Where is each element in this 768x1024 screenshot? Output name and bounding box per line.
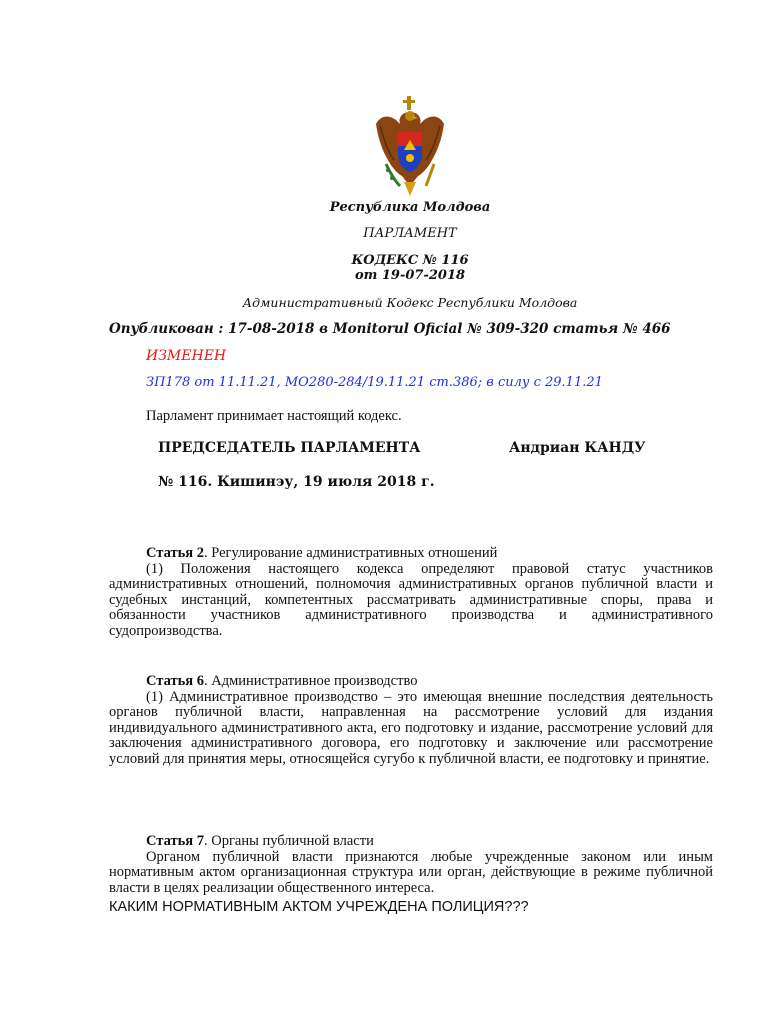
- code-title: Административный Кодекс Республики Молдова: [242, 295, 578, 310]
- article-2: [109, 546, 713, 639]
- article-text: Органом публичной власти признаются любые учрежденные законом или иным нормативным актом организационная структура или орган, действующие в режиме публичной власти в целях реализации общественного интереса.: [109, 848, 713, 896]
- article-6: [109, 674, 713, 767]
- article-title: . Административное производство: [203, 673, 418, 689]
- article-7: [109, 834, 713, 896]
- article-heading: [109, 834, 713, 850]
- code-date: от 19-07-2018: [354, 268, 466, 283]
- publication-line: Опубликован : 17-08-2018 в Monitorul Oficial № 309-320 статья № 466: [109, 321, 671, 337]
- adoption-statement: Парламент принимает настоящий кодекс.: [146, 408, 402, 424]
- article-label: Статья 6: [146, 673, 204, 689]
- code-number: КОДЕКС № 116: [351, 253, 469, 268]
- article-label: Статья 7: [146, 833, 204, 849]
- code-block: [0, 253, 768, 283]
- republic-name: Республика Молдова: [329, 200, 491, 215]
- article-text: (1) Административное производство – это имеющая внешние последствия деятельность органов публичной власти, направленная на рассмотрение условий для издания индивидуального административного акта, его подготовку и издание, рассмотрение условий для заключения административного договора, его подготовку и заключение или рассмотрение условий для принятия меры, относящейся сугубо к публичной власти, ее подготовку и принятие.: [109, 688, 713, 767]
- article-heading: [109, 546, 713, 562]
- parliament-label: ПАРЛАМЕНТ: [363, 226, 457, 241]
- article-heading: [109, 674, 713, 690]
- coat-of-arms-icon: [372, 94, 448, 198]
- article-title: . Регулирование административных отношений: [203, 545, 498, 561]
- chairman-role: ПРЕДСЕДАТЕЛЬ ПАРЛАМЕНТА: [158, 440, 421, 456]
- chairman-name: Андриан КАНДУ: [509, 440, 646, 456]
- article-title: . Органы публичной власти: [203, 833, 374, 849]
- article-label: Статья 2: [146, 545, 204, 561]
- article-text: (1) Положения настоящего кодекса определяют правовой статус участников административных отношений, полномочия административных органов публичной власти и судебных инстанций, компетентных рассматривать административные споры, права и обязанности участников административного производства и административного судопроизводства.: [109, 560, 713, 639]
- changed-label: ИЗМЕНЕН: [146, 348, 227, 364]
- amendment-link[interactable]: ЗП178 от 11.11.21, МО280-284/19.11.21 ст.386; в силу с 29.11.21: [146, 375, 603, 390]
- place-date: № 116. Кишинэу, 19 июля 2018 г.: [158, 474, 435, 490]
- question-text: КАКИМ НОРМАТИВНЫМ АКТОМ УЧРЕЖДЕНА ПОЛИЦИЯ???: [109, 899, 529, 915]
